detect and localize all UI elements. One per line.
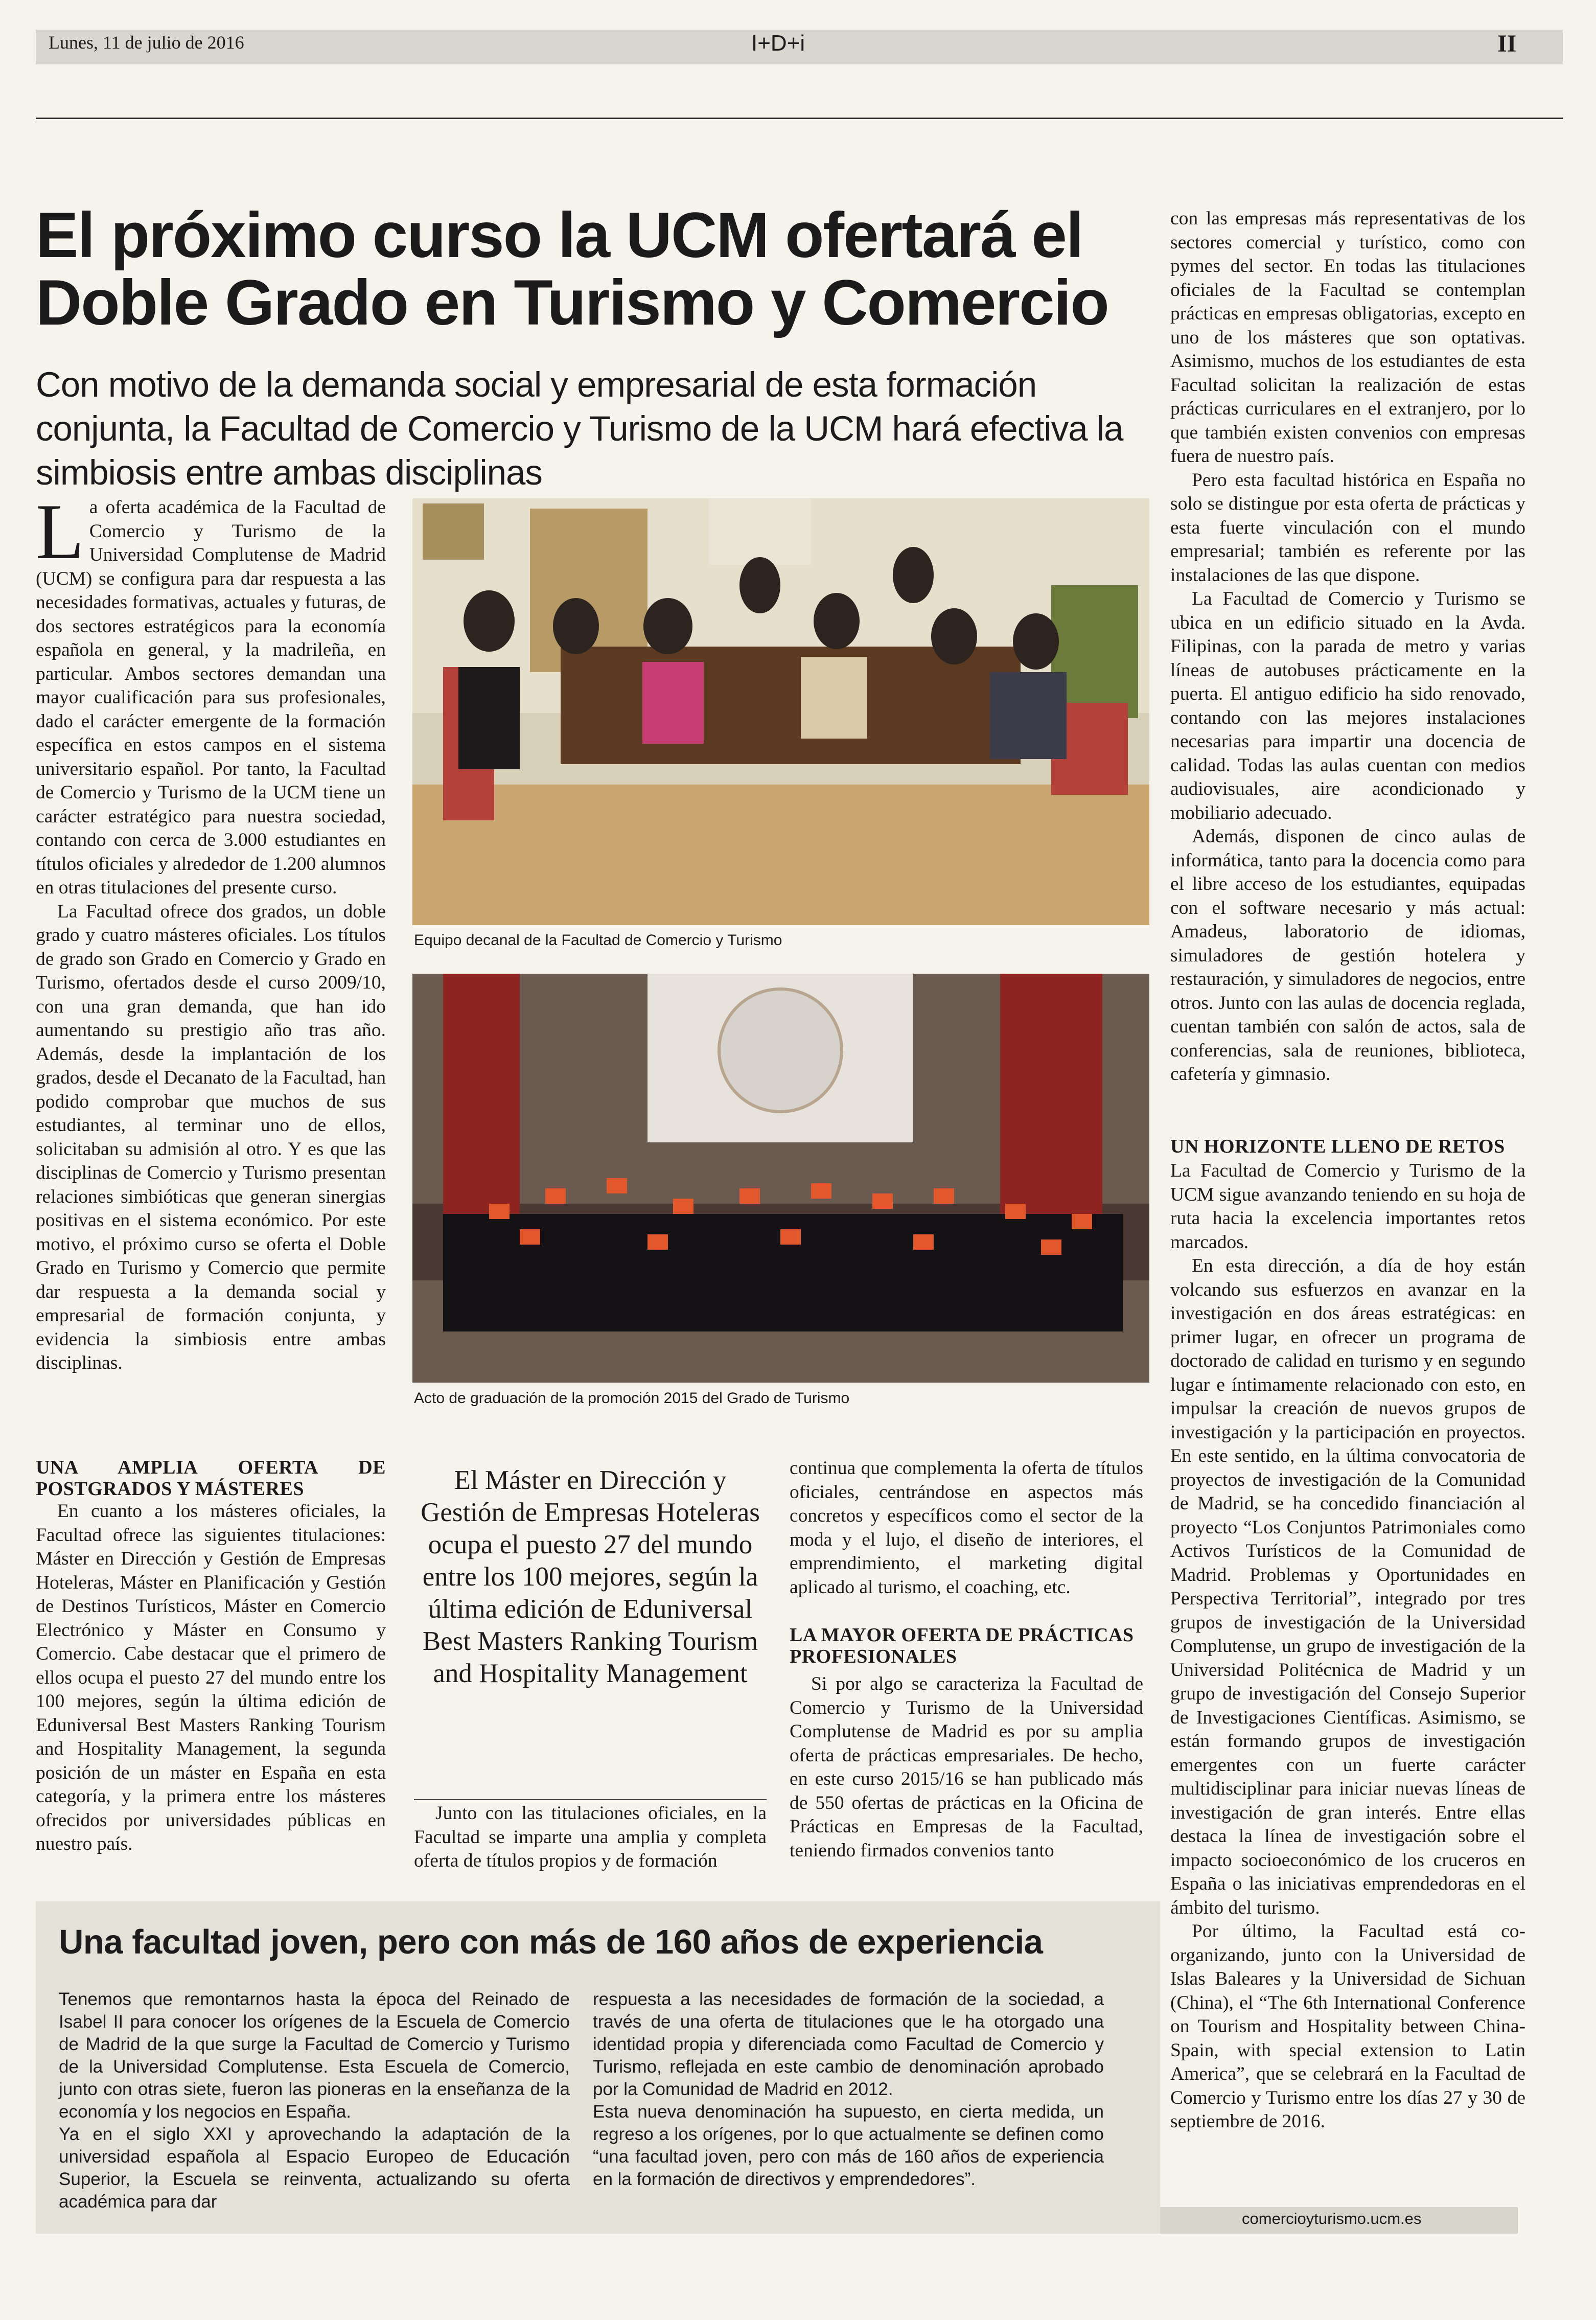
article-paragraph: La Facultad ofrece dos grados, un doble grado y cuatro másteres oficiales. Los títulos de grado son Grado en Comercio y Grado en Turismo, ofertados desde el curso 2009/10, con una gran demanda, que han ido aumentando su prestigio año tras año. Además, desde la implantación de los grados, desde el Decanato de la Facultad, han podido comprobar que muchos de sus estudiantes, al terminar uno de ellos, solicitaban su admisión al otro. Y es que las disciplinas de Comercio y Turismo presentan relaciones simbióticas que generan sinergias positivas en el sistema económico. Por este motivo, el próximo curso se oferta el Doble Grado en Turismo y Comercio que permite dar respuesta a la demanda social y empresarial de formación conjunta, y evidencia la simbiosis entre ambas disciplinas. bbox=[36, 901, 386, 1373]
box-column-1 bbox=[59, 1988, 570, 2213]
photo-equipo-decanal-image bbox=[412, 498, 1149, 925]
article-paragraph: Por último, la Facultad está co-organizando, junto con la Universidad de Islas Baleares y la Universidad de Sichuan (China), el “The 6th International Conference on Tourism and Hospitality between China-Spain, with special extension to Latin America”, que se celebrará en la Facultad de Comercio y Turismo entre los días 27 y 30 de septiembre de 2016. bbox=[1170, 1921, 1525, 2132]
article-paragraph: La Facultad de Comercio y Turismo se ubica en un edificio situado en la Avda. Filipinas, con la parada de metro y varias líneas de autobuses prácticamente en la puerta. El antiguo edificio ha sido renovado, contando con las mejores instalaciones necesarias para impartir una docencia de calidad. Todas las aulas cuentan con medios audiovisuales, aire acondicionado y mobiliario adecuado. bbox=[1170, 588, 1525, 823]
article-paragraph: En esta dirección, a día de hoy están volcando sus esfuerzos en avanzar en la investigación en dos áreas estratégicas: en primer lugar, en ofrecer un programa de doctorado de calidad en turismo y en segundo lugar e íntimamente relacionado con esto, en impulsar la creación de nuevos grupos de investigación y la participación en proyectos. En este sentido, en la última convocatoria de proyectos de investigación de la Comunidad de Madrid, se ha concedido financiación al proyecto “Los Conjuntos Patrimoniales como Activos Turísticos de la Comunidad de Madrid. Problemas y Oportunidades en Perspectiva Territorial”, integrado por tres grupos de investigación de la Universidad Complutense, un grupo de investigación de la Universidad Politécnica de Madrid y un grupo de investigación del Consejo Superior de Investigaciones Científicas. Asimismo, se están formando grupos de investigación emergentes con un fuerte carácter multidisciplinar para iniciar nuevas líneas de investigación de gran interés. Entre ellas destaca la línea de investigación sobre el impacto socioeconómico de los cruceros en España o las iniciativas emprendedoras en el ámbito del turismo. bbox=[1170, 1255, 1525, 1918]
header-date: Lunes, 11 de julio de 2016 bbox=[49, 32, 244, 53]
article-paragraph: con las empresas más representativas de los sectores comercial y turístico, como con pymes del sector. En todas las titulaciones oficiales de la Facultad se contemplan prácticas en empresas obligatorias, excepto en uno de los másteres que son optativas. Asimismo, muchos de los estudiantes de esta Facultad solicitan la realización de estas prácticas curriculares en el extranjero, por lo que también existen convenios con empresas fuera de nuestro país. bbox=[1170, 208, 1525, 467]
article-column-1-bottom bbox=[36, 1457, 386, 1856]
article-paragraph: La Facultad de Comercio y Turismo de la UCM sigue avanzando teniendo en su hoja de ruta hacia la excelencia importantes retos marcados. bbox=[1170, 1160, 1525, 1253]
section-heading-postgrados: UNA AMPLIA OFERTA DE POSTGRADOS Y MÁSTERES bbox=[36, 1457, 386, 1500]
pull-quote-rule bbox=[414, 1799, 767, 1800]
article-paragraph: Pero esta facultad histórica en España no solo se distingue por esta oferta de prácticas y esta fuerte vinculación con el mundo empresarial; también es referente por las instalaciones de las que dispone. bbox=[1170, 469, 1525, 586]
box-paragraph: Ya en el siglo XXI y aprovechando la adaptación de la universidad española al Espacio Europeo de Educación Superior, la Escuela se reinventa, actualizando su oferta académica para dar bbox=[59, 2124, 570, 2212]
box-paragraph: respuesta a las necesidades de formación de la sociedad, a través de una oferta de titulaciones que le ha otorgado una identidad propia y diferenciada como Facultad de Comercio y Turismo, reflejada en este cambio de denominación aprobado por la Comunidad de Madrid en 2012. bbox=[593, 1989, 1104, 2099]
section-heading-practicas: LA MAYOR OFERTA DE PRÁCTICAS PROFESIONALES bbox=[790, 1624, 1134, 1667]
article-column-right bbox=[1170, 207, 1525, 1087]
dropcap: L bbox=[36, 488, 84, 576]
photo-graduacion bbox=[412, 974, 1149, 1383]
article-column-1 bbox=[36, 488, 386, 1375]
section-heading-horizonte: UN HORIZONTE LLENO DE RETOS bbox=[1170, 1136, 1505, 1157]
website-url: comercioyturismo.ucm.es bbox=[1242, 2210, 1422, 2227]
box-paragraph: Esta nueva denominación ha supuesto, en cierta medida, un regreso a los orígenes, por lo que actualmente se definen como “una facultad joven, pero con más de 160 años de experiencia en la formación de directivos y emprendedores”. bbox=[593, 2102, 1104, 2189]
article-paragraph: En cuanto a los másteres oficiales, la Facultad ofrece las siguientes titulaciones: Máster en Dirección y Gestión de Empresas Hoteleras, Máster en Planificación y Gestión de Destinos Turísticos, Máster en Comercio Electrónico y Máster en Consumo y Comercio. Cabe destacar que el primero de ellos ocupa el puesto 27 del mundo entre los 100 mejores, según la última edición de Eduniversal Best Masters Ranking Tourism and Hospitality Management, la segunda posición de un máster en España en esta categoría, y la primera entre los másteres ofrecidos por universidades públicas en nuestro país. bbox=[36, 1501, 386, 1854]
article-paragraph: continua que complementa la oferta de títulos oficiales, centrándose en aspectos más concretos y específicos como el sector de la moda y el lujo, el diseño de interiores, el emprendimiento, el marketing digital aplicado al turismo, el coaching, etc. bbox=[790, 1458, 1143, 1598]
photo-caption-2: Acto de graduación de la promoción 2015 del Grado de Turismo bbox=[414, 1390, 850, 1407]
page-number: II bbox=[1497, 30, 1517, 57]
box-paragraph: Tenemos que remontarnos hasta la época del Reinado de Isabel II para conocer los orígenes de la Escuela de Comercio de Madrid de la que surge la Facultad de Comercio y Turismo de la Universidad Complutense. Esta Escuela de Comercio, junto con otras siete, fueron las pioneras en la enseñanza de la economía y los negocios en España. bbox=[59, 1989, 570, 2122]
article-paragraph: Junto con las titulaciones oficiales, en la Facultad se imparte una amplia y completa oferta de títulos propios y de formación bbox=[414, 1803, 767, 1871]
header-rule bbox=[36, 118, 1563, 119]
article-column-2-bottom bbox=[414, 1802, 767, 1873]
box-column-2 bbox=[593, 1988, 1104, 2191]
article-column-3-practicas bbox=[790, 1672, 1143, 1863]
header-section: I+D+i bbox=[751, 31, 805, 56]
article-paragraph: Si por algo se caracteriza la Facultad de Comercio y Turismo de la Universidad Complutense de Madrid es por su amplia oferta de prácticas empresariales. De hecho, en este curso 2015/16 se han publicado más de 550 ofertas de prácticas en la Oficina de Prácticas en Empresas de la Facultad, teniendo firmados convenios tanto bbox=[790, 1673, 1143, 1861]
box-title: Una facultad joven, pero con más de 160 años de experiencia bbox=[59, 1923, 1043, 1961]
pull-quote: El Máster en Dirección y Gestión de Empresas Hoteleras ocupa el puesto 27 del mundo entre los 100 mejores, según la última edición de Eduniversal Best Masters Ranking Tourism and Hospitality Management bbox=[421, 1465, 760, 1688]
article-column-right-bottom bbox=[1170, 1159, 1525, 2134]
subheadline: Con motivo de la demanda social y empresarial de esta formación conjunta, la Facultad de Comercio y Turismo de la UCM hará efectiva la simbiosis entre ambas disciplinas bbox=[36, 365, 1123, 492]
article-paragraph: Además, disponen de cinco aulas de informática, tanto para la docencia como para el libre acceso de los estudiantes, equipadas con el software necesario y más actual: Amadeus, laboratorio de idiomas, simuladores de gestión hotelera y restauración, y simuladores de negocios, entre otros. Junto con las aulas de docencia reglada, cuentan también con salón de actos, sala de conferencias, sala de reuniones, biblioteca, cafetería y gimnasio. bbox=[1170, 826, 1525, 1085]
photo-graduacion-image bbox=[412, 974, 1149, 1383]
article-paragraph: La oferta académica de la Facultad de Comercio y Turismo de la Universidad Complutense de Madrid (UCM) se configura para dar respuesta a las necesidades formativas, actuales y futuras, de dos sectores estratégicos para la economía española en general, y la madrileña, en particular. Ambos sectores demandan una mayor cualificación para sus profesionales, dado el carácter emergente de la formación específica en estos campos en el sistema universitario español. Por tanto, la Facultad de Comercio y Turismo de la UCM tiene un carácter estratégico para nuestra sociedad, contando con cerca de 3.000 estudiantes en títulos oficiales y alrededor de 1.200 alumnos en otras titulaciones del presente curso. bbox=[36, 488, 386, 898]
photo-equipo-decanal bbox=[412, 498, 1149, 925]
headline: El próximo curso la UCM ofertará el Doble Grado en Turismo y Comercio bbox=[36, 200, 1108, 338]
article-column-3-bottom bbox=[790, 1457, 1143, 1599]
photo-caption-1: Equipo decanal de la Facultad de Comercio y Turismo bbox=[414, 932, 782, 949]
